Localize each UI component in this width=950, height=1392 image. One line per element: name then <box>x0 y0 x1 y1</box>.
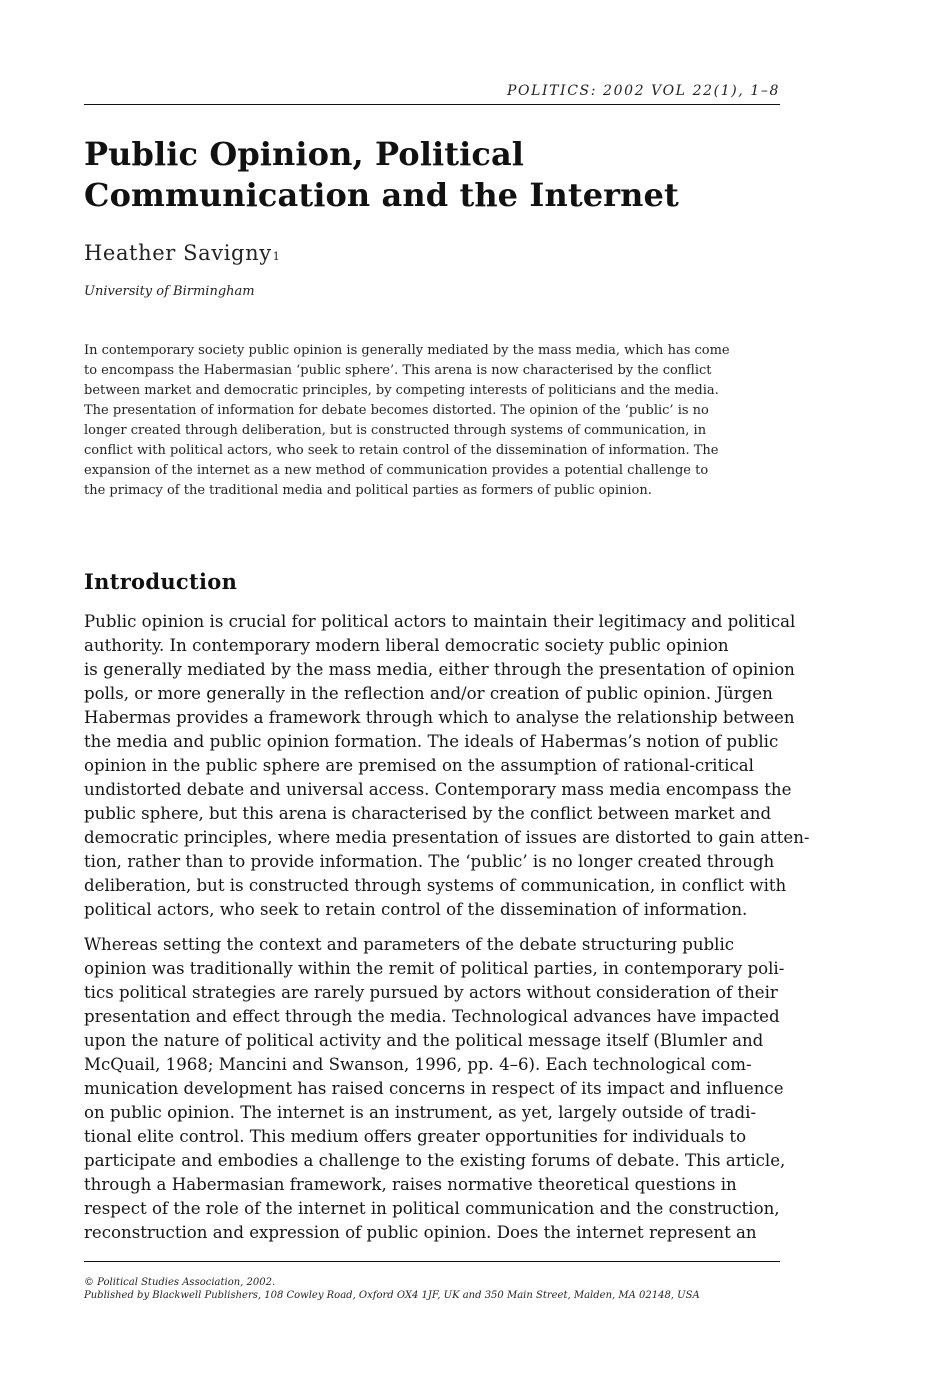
publisher-line: Published by Blackwell Publishers, 108 Cowley Road, Oxford OX4 1JF, UK and 350 Main Street, Malden, MA 02148, USA <box>84 1290 700 1301</box>
paragraph-line: through a Habermasian framework, raises normative theoretical questions in <box>84 1175 737 1194</box>
paragraph-line: munication development has raised concerns in respect of its impact and influence <box>84 1079 784 1098</box>
author-line <box>84 241 280 265</box>
paragraph-line: tics political strategies are rarely pursued by actors without consideration of their <box>84 983 778 1002</box>
paragraph-line: Habermas provides a framework through which to analyse the relationship between <box>84 708 795 727</box>
copyright-line: © Political Studies Association, 2002. <box>84 1277 276 1288</box>
abstract-line: In contemporary society public opinion is generally mediated by the mass media, which has come <box>84 343 730 358</box>
paragraph-line: political actors, who seek to retain control of the dissemination of information. <box>84 900 748 919</box>
abstract-line: between market and democratic principles, by competing interests of politicians and the media. <box>84 383 719 398</box>
paragraph-line: the media and public opinion formation. The ideals of Habermas’s notion of public <box>84 732 779 751</box>
paragraph-line: participate and embodies a challenge to the existing forums of debate. This article, <box>84 1151 786 1170</box>
author-footnote-marker: 1 <box>272 250 281 263</box>
paragraph-line: undistorted debate and universal access. Contemporary mass media encompass the <box>84 780 792 799</box>
body-paragraph-1 <box>84 610 814 922</box>
paragraph-line: McQuail, 1968; Mancini and Swanson, 1996, pp. 4–6). Each technological com- <box>84 1055 752 1074</box>
abstract-line: longer created through deliberation, but is constructed through systems of communication, in <box>84 423 707 438</box>
header-rule <box>84 104 780 105</box>
paragraph-line: democratic principles, where media presentation of issues are distorted to gain atten- <box>84 828 810 847</box>
paragraph-line: Public opinion is crucial for political actors to maintain their legitimacy and political <box>84 612 796 631</box>
publication-footer <box>84 1276 700 1302</box>
paragraph-line: authority. In contemporary modern liberal democratic society public opinion <box>84 636 729 655</box>
abstract-line: The presentation of information for debate becomes distorted. The opinion of the ‘public’ is no <box>84 403 709 418</box>
paragraph-line: presentation and effect through the media. Technological advances have impacted <box>84 1007 780 1026</box>
paragraph-line: upon the nature of political activity and the political message itself (Blumler and <box>84 1031 764 1050</box>
paragraph-line: tion, rather than to provide information. The ‘public’ is no longer created through <box>84 852 775 871</box>
abstract-line: to encompass the Habermasian ‘public sphere’. This arena is now characterised by the conflict <box>84 363 712 378</box>
abstract-line: expansion of the internet as a new method of communication provides a potential challenge to <box>84 463 709 478</box>
paragraph-line: tional elite control. This medium offers greater opportunities for individuals to <box>84 1127 747 1146</box>
article-title <box>84 134 784 216</box>
paragraph-line: polls, or more generally in the reflection and/or creation of public opinion. Jürgen <box>84 684 773 703</box>
paragraph-line: opinion was traditionally within the remit of political parties, in contemporary poli- <box>84 959 785 978</box>
paragraph-line: public sphere, but this arena is characterised by the conflict between market and <box>84 804 772 823</box>
abstract-line: conflict with political actors, who seek to retain control of the dissemination of information. The <box>84 443 719 458</box>
paragraph-line: Whereas setting the context and parameters of the debate structuring public <box>84 935 735 954</box>
footer-rule <box>84 1261 780 1262</box>
paragraph-line: deliberation, but is constructed through systems of communication, in conflict with <box>84 876 787 895</box>
body-paragraph-2 <box>84 933 814 1245</box>
paragraph-line: respect of the role of the internet in political communication and the construction, <box>84 1199 780 1218</box>
paragraph-line: reconstruction and expression of public opinion. Does the internet represent an <box>84 1223 757 1242</box>
paragraph-line: is generally mediated by the mass media, either through the presentation of opinion <box>84 660 795 679</box>
section-heading-introduction: Introduction <box>84 569 238 594</box>
title-line: Communication and the Internet <box>84 176 679 214</box>
abstract-line: the primacy of the traditional media and political parties as formers of public opinion. <box>84 483 652 498</box>
author-affiliation: University of Birmingham <box>84 284 255 299</box>
author-name: Heather Savigny <box>84 241 272 265</box>
paragraph-line: opinion in the public sphere are premised on the assumption of rational-critical <box>84 756 754 775</box>
paragraph-line: on public opinion. The internet is an instrument, as yet, largely outside of tradi- <box>84 1103 757 1122</box>
abstract <box>84 341 800 501</box>
title-line: Public Opinion, Political <box>84 135 525 173</box>
running-head: POLITICS: 2002 VOL 22(1), 1–8 <box>507 83 780 99</box>
